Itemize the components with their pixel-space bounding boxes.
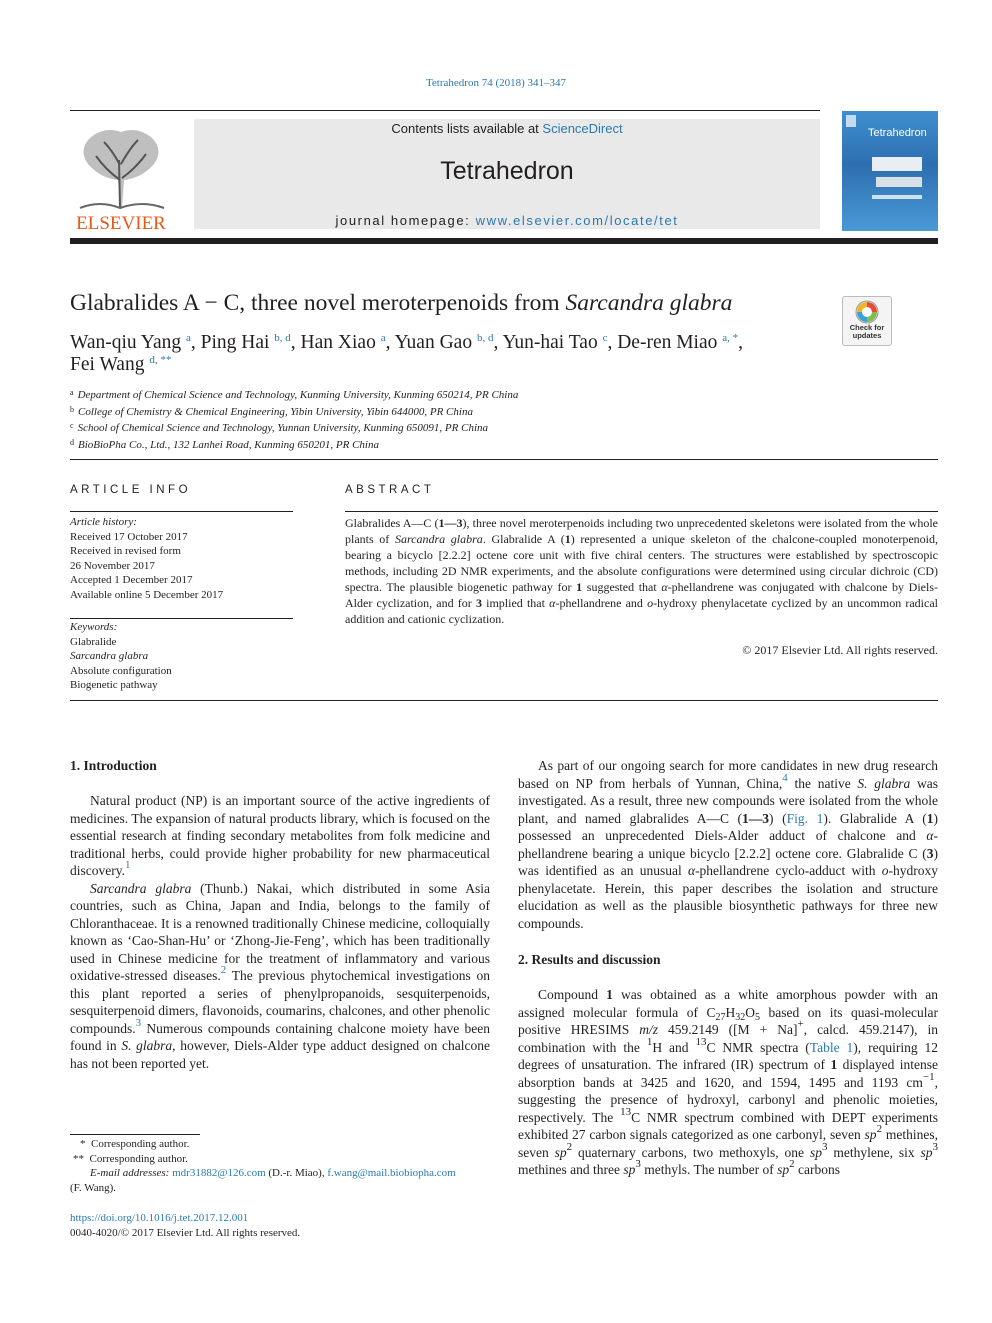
contents-line: Contents lists available at ScienceDirect: [391, 121, 623, 136]
results-text: Compound 1 was obtained as a white amorphous powder with an assigned molecular formula of $C_{27}H_{32}O_5$ based on its quasi-molecular positive HRESIMS m/z 459.2149 ([M + Na]+, calcd. 459.2147), in combination with the $^1$H and $^{13}$C NMR spectra (Table 1), requiring 12 degrees of unsaturation. The infrared (IR) spectrum of 1 displayed intense absorption bands at 3425 and 1620, and 1594, 1495 and 1193 $cm^{-1}$, suggesting the presence of hydroxyl, carbonyl and phenolic moieties, respectively. The $^{13}$C NMR spectrum combined with DEPT experiments exhibited 27 carbon signals categorized as one carbonyl, seven $sp^2$ methines, seven $sp^2$ quaternary carbons, two methoxyls, one $sp^3$ methylene, six $sp^3$ methines and three $sp^3$ methyls. The number of $sp^2$ carbons: [518, 987, 939, 1177]
reference-link[interactable]: 2: [220, 964, 227, 976]
affiliation: $^a$ Department of Chemical Science and Technology, Kunming University, Kunming 650214, PR China: [70, 388, 519, 401]
journal-name: Tetrahedron: [440, 157, 574, 185]
homepage-link[interactable]: www.elsevier.com/locate/tet: [475, 213, 679, 228]
divider: [70, 700, 938, 701]
article-history: Article history: Received 17 October 2017 Received in revised form 26 November 2017 Accepted 1 December 2017 Available online 5 December 2017: [70, 516, 224, 601]
divider: [70, 459, 938, 460]
footnote-rule: [70, 1134, 200, 1135]
svg-text:ELSEVIER: ELSEVIER: [76, 213, 166, 232]
reference-link[interactable]: 3: [135, 1016, 142, 1029]
divider: [70, 618, 293, 619]
crossmark-icon: [854, 299, 880, 325]
email-link[interactable]: f.wang@mail.biobiopha.com: [327, 1167, 456, 1179]
email-link[interactable]: mdr31882@126.com: [172, 1167, 266, 1179]
figure-link[interactable]: Fig. 1: [786, 810, 824, 826]
divider: [70, 511, 293, 512]
introduction-continued-text: As part of our ongoing search for more candidates in new drug research based on NP from herbals of Yunnan, China,$^4$ the native S. glabra was investigated. As a result, three new compounds were isolated from the whole plant, and named glabralides A—C (1—3) (Fig. 1). Glabralide A (1) possessed an unprecedented Diels-Alder adduct of chalcone and α-phellandrene bearing a unique bicyclo [2.2.2] octene core. Glabralide C (3) was identified as an unusual α-phellandrene cyclo-adduct with o-hydroxy phenylacetate. Herein, this paper describes the isolation and structure elucidation as well as the plausible biosynthetic pathways for three new compounds.: [518, 758, 939, 931]
keyword: Sarcandra glabra: [70, 650, 149, 662]
author[interactable]: Wan-qiu Yang $^a$: [70, 332, 191, 353]
header-thick-rule: [70, 238, 938, 244]
sciencedirect-link[interactable]: ScienceDirect: [542, 121, 623, 136]
check-for-updates-badge[interactable]: [842, 296, 892, 346]
affiliation: $^c$ School of Chemical Science and Technology, Yunnan University, Kunming 650091, PR China: [70, 421, 488, 434]
author[interactable]: De-ren Miao $^{a, *}$: [617, 332, 739, 353]
doi-link[interactable]: https://doi.org/10.1016/j.tet.2017.12.001: [70, 1212, 249, 1224]
affiliations: [70, 386, 830, 452]
affiliation: $^b$ College of Chemistry & Chemical Engineering, Yibin University, Yibin 644000, PR China: [70, 404, 473, 418]
abstract-copyright: © 2017 Elsevier Ltd. All rights reserved.: [742, 643, 938, 657]
keyword: Absolute configuration: [70, 664, 172, 677]
elsevier-tree-logo: [70, 120, 172, 232]
cover-title: Tetrahedron: [868, 127, 927, 139]
author[interactable]: Ping Hai $^{b, d}$: [200, 332, 291, 353]
author[interactable]: Fei Wang $^{d, **}$: [70, 354, 172, 375]
introduction-text: Natural product (NP) is an important source of the active ingredients of medicines. The expansion of natural products library, which is focused on the essential research at finding secondary metabolites from folk medicine and traditional herbs, could provide higher probability for new pharmaceutical discovery.$^1$ Sarcandra glabra (Thunb.) Nakai, which distributed in some Asia countries, such as China, Japan and India, belongs to the family of Chloranthaceae. It is a renowned traditionally Chinese medicine, colloquially known as ‘Cao-Shan-Hu’ or ‘Zhong-Jie-Feng’, which has been traditionally used in Chinese medicine for the treatment of inflammatory and various oxidative-stressed diseases.$^2$ The previous phytochemical investigations on this plant reported a series of phenylpropanoids, sesquiterpenoids, sesquiterpenoid dimers, flavonoids, coumarins, chalcones, and other phenolic compounds.$^3$ Numerous compounds containing chalcone moiety have been found in S. glabra, however, Diels-Alder type adduct designed on chalcone has not been reported yet.: [70, 793, 491, 1071]
crossmark-label: Check for updates: [849, 323, 885, 340]
abstract-text: Glabralides A—C (1—3), three novel meroterpenoids including two unprecedented skeletons were isolated from the whole plants of Sarcandra glabra. Glabralide A (1) represented a unique skeleton of the chalcone-coupled monoterpenoid, bearing a bicyclo [2.2.2] octene core unit with five chiral centers. The structures were established by spectroscopic methods, including 2D NMR experiments, and the absolute configurations were determined using circular dichroic (CD) spectra. The plausible biogenetic pathway for 1 suggested that α-phellandrene was conjugated with chalcone by Diels-Alder cyclization, and for 3 implied that α-phellandrene and o-hydroxy phenylacetate cyclized by an uncommon radical addition and cationic cyclization.: [345, 516, 939, 626]
table-link[interactable]: Table 1: [809, 1039, 854, 1055]
abstract-heading: ABSTRACT: [345, 484, 435, 496]
affiliation: $^d$ BioBioPha Co., Ltd., 132 Lanhei Road, Kunming 650201, PR China: [70, 437, 379, 451]
journal-citation[interactable]: Tetrahedron 74 (2018) 341–347: [425, 77, 567, 89]
reference-link[interactable]: 1: [124, 859, 131, 871]
keyword: Glabralide: [70, 635, 117, 648]
footnotes: * Corresponding author. ** Corresponding author. E-mail addresses: mdr31882@126.com (D.-r. Miao), f.wang@mail.biobiopha.com (F. Wang).: [70, 1138, 456, 1194]
journal-cover-thumbnail[interactable]: [842, 111, 938, 231]
header-rule: [70, 110, 820, 111]
article-info-heading: ARTICLE INFO: [70, 484, 192, 496]
section-heading-results: 2. Results and discussion: [518, 952, 661, 967]
doi-block: https://doi.org/10.1016/j.tet.2017.12.001 0040-4020/© 2017 Elsevier Ltd. All rights reserved.: [70, 1212, 301, 1239]
author[interactable]: Yuan Gao $^{b, d}$: [394, 332, 494, 353]
author[interactable]: Han Xiao $^a$: [300, 332, 386, 353]
keyword: Biogenetic pathway: [70, 679, 158, 691]
reference-link[interactable]: 4: [782, 771, 788, 784]
author[interactable]: Yun-hai Tao $^c$: [502, 332, 608, 353]
keywords: Keywords: Glabralide Sarcandra glabra Absolute configuration Biogenetic pathway: [70, 620, 293, 693]
section-heading-introduction: 1. Introduction: [70, 758, 157, 773]
author-list: Wan-qiu Yang $^a$, Ping Hai $^{b, d}$, Han Xiao $^a$, Yuan Gao $^{b, d}$, Yun-hai Tao $^c$, De-ren Miao $^{a, *}$, Fei Wang $^{d, **}$: [70, 332, 744, 375]
journal-homepage: journal homepage: www.elsevier.com/locate/tet: [335, 213, 679, 228]
article-title: Glabralides A − C, three novel meroterpenoids from Sarcandra glabra: [70, 290, 733, 316]
divider: [345, 511, 938, 512]
